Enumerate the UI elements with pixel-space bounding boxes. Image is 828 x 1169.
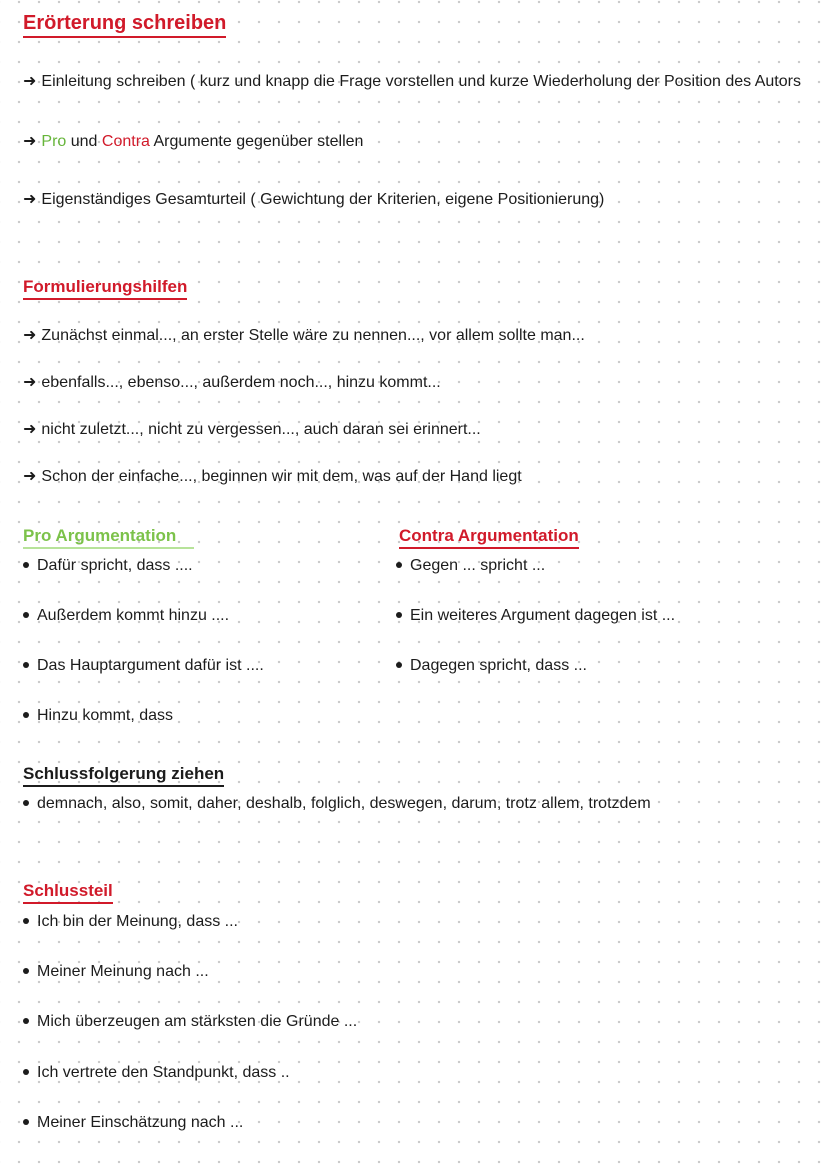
bullet-icon	[23, 562, 29, 568]
right-arrow-icon: ➜	[23, 421, 37, 438]
list-item: demnach, also, somit, daher, deshalb, folglich, deswegen, darum, trotz allem, trotzdem	[23, 794, 651, 813]
list-item: ➜ Zunächst einmal..., an erster Stelle wäre zu nennen..., vor allem sollte man...	[23, 327, 585, 344]
right-arrow-icon: ➜	[23, 327, 37, 344]
right-arrow-icon: ➜	[23, 133, 37, 150]
list-item: Meiner Einschätzung nach ...	[23, 1113, 243, 1132]
bullet-icon	[23, 612, 29, 618]
pro-word: Pro	[41, 133, 67, 150]
section-heading-schlussfolgerung: Schlussfolgerung ziehen	[23, 764, 224, 787]
list-item: Ich bin der Meinung, dass ...	[23, 912, 238, 931]
bullet-icon	[396, 612, 402, 618]
list-item: Meiner Meinung nach ...	[23, 962, 209, 981]
list-item: Ein weiteres Argument dagegen ist ...	[396, 606, 675, 625]
section-heading-contra: Contra Argumentation	[399, 526, 579, 549]
list-item: Hinzu kommt, dass	[23, 706, 173, 725]
list-item: Dafür spricht, dass ....	[23, 556, 193, 575]
list-item: Ich vertrete den Standpunkt, dass ..	[23, 1063, 290, 1082]
bullet-icon	[23, 662, 29, 668]
list-item: Außerdem kommt hinzu ....	[23, 606, 229, 625]
list-item: ➜ Schon der einfache..., beginnen wir mit dem, was auf der Hand liegt	[23, 468, 522, 485]
right-arrow-icon: ➜	[23, 73, 37, 90]
bullet-icon	[23, 1119, 29, 1125]
bullet-icon	[23, 1069, 29, 1075]
bullet-icon	[396, 662, 402, 668]
bullet-icon	[396, 562, 402, 568]
section-heading-pro: Pro Argumentation	[23, 526, 194, 549]
step-item: ➜ Pro und Contra Argumente gegenüber stellen	[23, 133, 364, 150]
bullet-icon	[23, 918, 29, 924]
bullet-icon	[23, 712, 29, 718]
list-item: Gegen ... spricht ...	[396, 556, 545, 575]
bullet-icon	[23, 800, 29, 806]
right-arrow-icon: ➜	[23, 468, 37, 485]
section-heading-formulierungshilfen: Formulierungshilfen	[23, 277, 187, 300]
list-item: ➜ nicht zuletzt..., nicht zu vergessen..., auch daran sei erinnert...	[23, 421, 481, 438]
list-item: Das Hauptargument dafür ist ....	[23, 656, 264, 675]
list-item: Dagegen spricht, dass ...	[396, 656, 587, 675]
step-item: ➜ Einleitung schreiben ( kurz und knapp die Frage vorstellen und kurze Wiederholung der Position des Autors	[23, 73, 801, 90]
right-arrow-icon: ➜	[23, 191, 37, 208]
bullet-icon	[23, 968, 29, 974]
step-item: ➜ Eigenständiges Gesamturteil ( Gewichtung der Kriterien, eigene Positionierung)	[23, 191, 605, 208]
list-item: ➜ ebenfalls..., ebenso..., außerdem noch..., hinzu kommt...	[23, 374, 441, 391]
section-heading-schlussteil: Schlussteil	[23, 881, 113, 904]
contra-word: Contra	[101, 133, 150, 150]
list-item: Mich überzeugen am stärksten die Gründe ...	[23, 1012, 357, 1031]
page-title: Erörterung schreiben	[23, 12, 226, 38]
right-arrow-icon: ➜	[23, 374, 37, 391]
bullet-icon	[23, 1018, 29, 1024]
